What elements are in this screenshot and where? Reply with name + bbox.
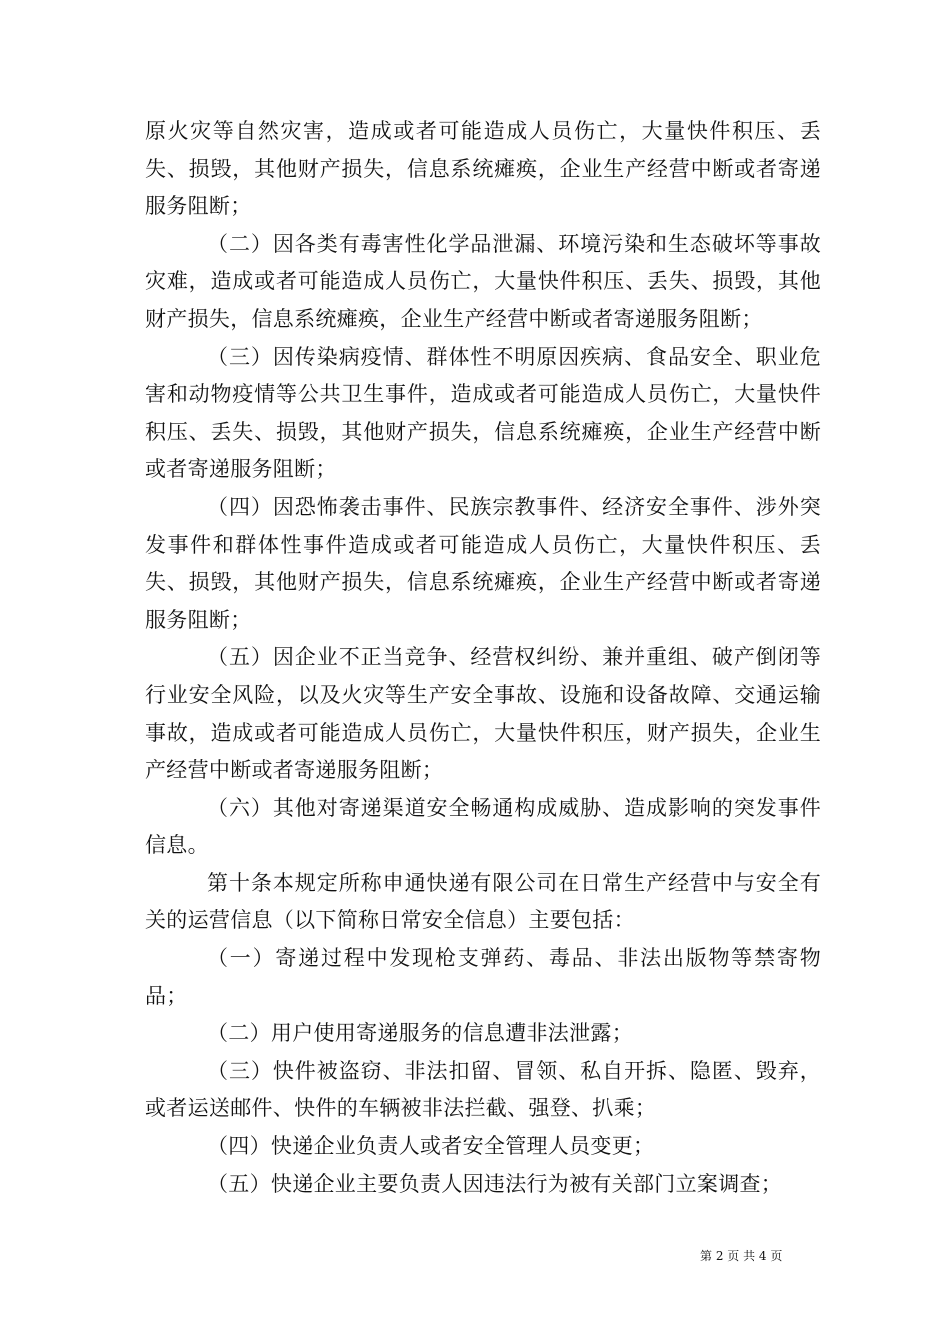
paragraph-item-3: （三）因传染病疫情、群体性不明原因疾病、食品安全、职业危害和动物疫情等公共卫生事件，造成或者可能造成人员伤亡，大量快件积压、丢失、损毁，其他财产损失，信息系统瘫痪，企业生产经营中断或者寄递服务阻断； <box>145 344 821 482</box>
paragraph-item-5: （五）因企业不正当竞争、经营权纠纷、兼并重组、破产倒闭等行业安全风险，以及火灾等生产安全事故、设施和设备故障、交通运输事故，造成或者可能造成人员伤亡，大量快件积压，财产损失，企业生产经营中断或者寄递服务阻断； <box>145 645 821 783</box>
paragraph-daily-item-1: （一）寄递过程中发现枪支弹药、毒品、非法出版物等禁寄物品； <box>145 946 821 1008</box>
paragraph-item-6: （六）其他对寄递渠道安全畅通构成威胁、造成影响的突发事件信息。 <box>145 795 821 858</box>
paragraph-daily-item-2: （二）用户使用寄递服务的信息遭非法泄露； <box>207 1021 633 1046</box>
paragraph-daily-item-4: （四）快递企业负责人或者安全管理人员变更； <box>207 1134 655 1159</box>
paragraph-article-10: 第十条本规定所称申通快递有限公司在日常生产经营中与安全有关的运营信息（以下简称日常安全信息）主要包括： <box>145 870 821 933</box>
paragraph-daily-item-5: （五）快递企业主要负责人因违法行为被有关部门立案调查； <box>207 1171 783 1196</box>
paragraph-daily-item-3: （三）快件被盗窃、非法扣留、冒领、私自开拆、隐匿、毁弃，或者运送邮件、快件的车辆被非法拦截、强登、扒乘； <box>145 1058 821 1121</box>
document-body <box>145 113 821 1203</box>
paragraph-item-2: （二）因各类有毒害性化学品泄漏、环境污染和生态破坏等事故灾难，造成或者可能造成人员伤亡，大量快件积压、丢失、损毁，其他财产损失，信息系统瘫痪，企业生产经营中断或者寄递服务阻断； <box>145 231 821 331</box>
paragraph-item-4: （四）因恐怖袭击事件、民族宗教事件、经济安全事件、涉外突发事件和群体性事件造成或者可能造成人员伤亡，大量快件积压、丢失、损毁，其他财产损失，信息系统瘫痪，企业生产经营中断或者寄递服务阻断； <box>145 494 821 632</box>
paragraph-continuation: 原火灾等自然灾害，造成或者可能造成人员伤亡，大量快件积压、丢失、损毁，其他财产损失，信息系统瘫痪，企业生产经营中断或者寄递服务阻断； <box>145 119 821 219</box>
page-number-footer: 第 2 页 共 4 页 <box>700 1249 783 1263</box>
